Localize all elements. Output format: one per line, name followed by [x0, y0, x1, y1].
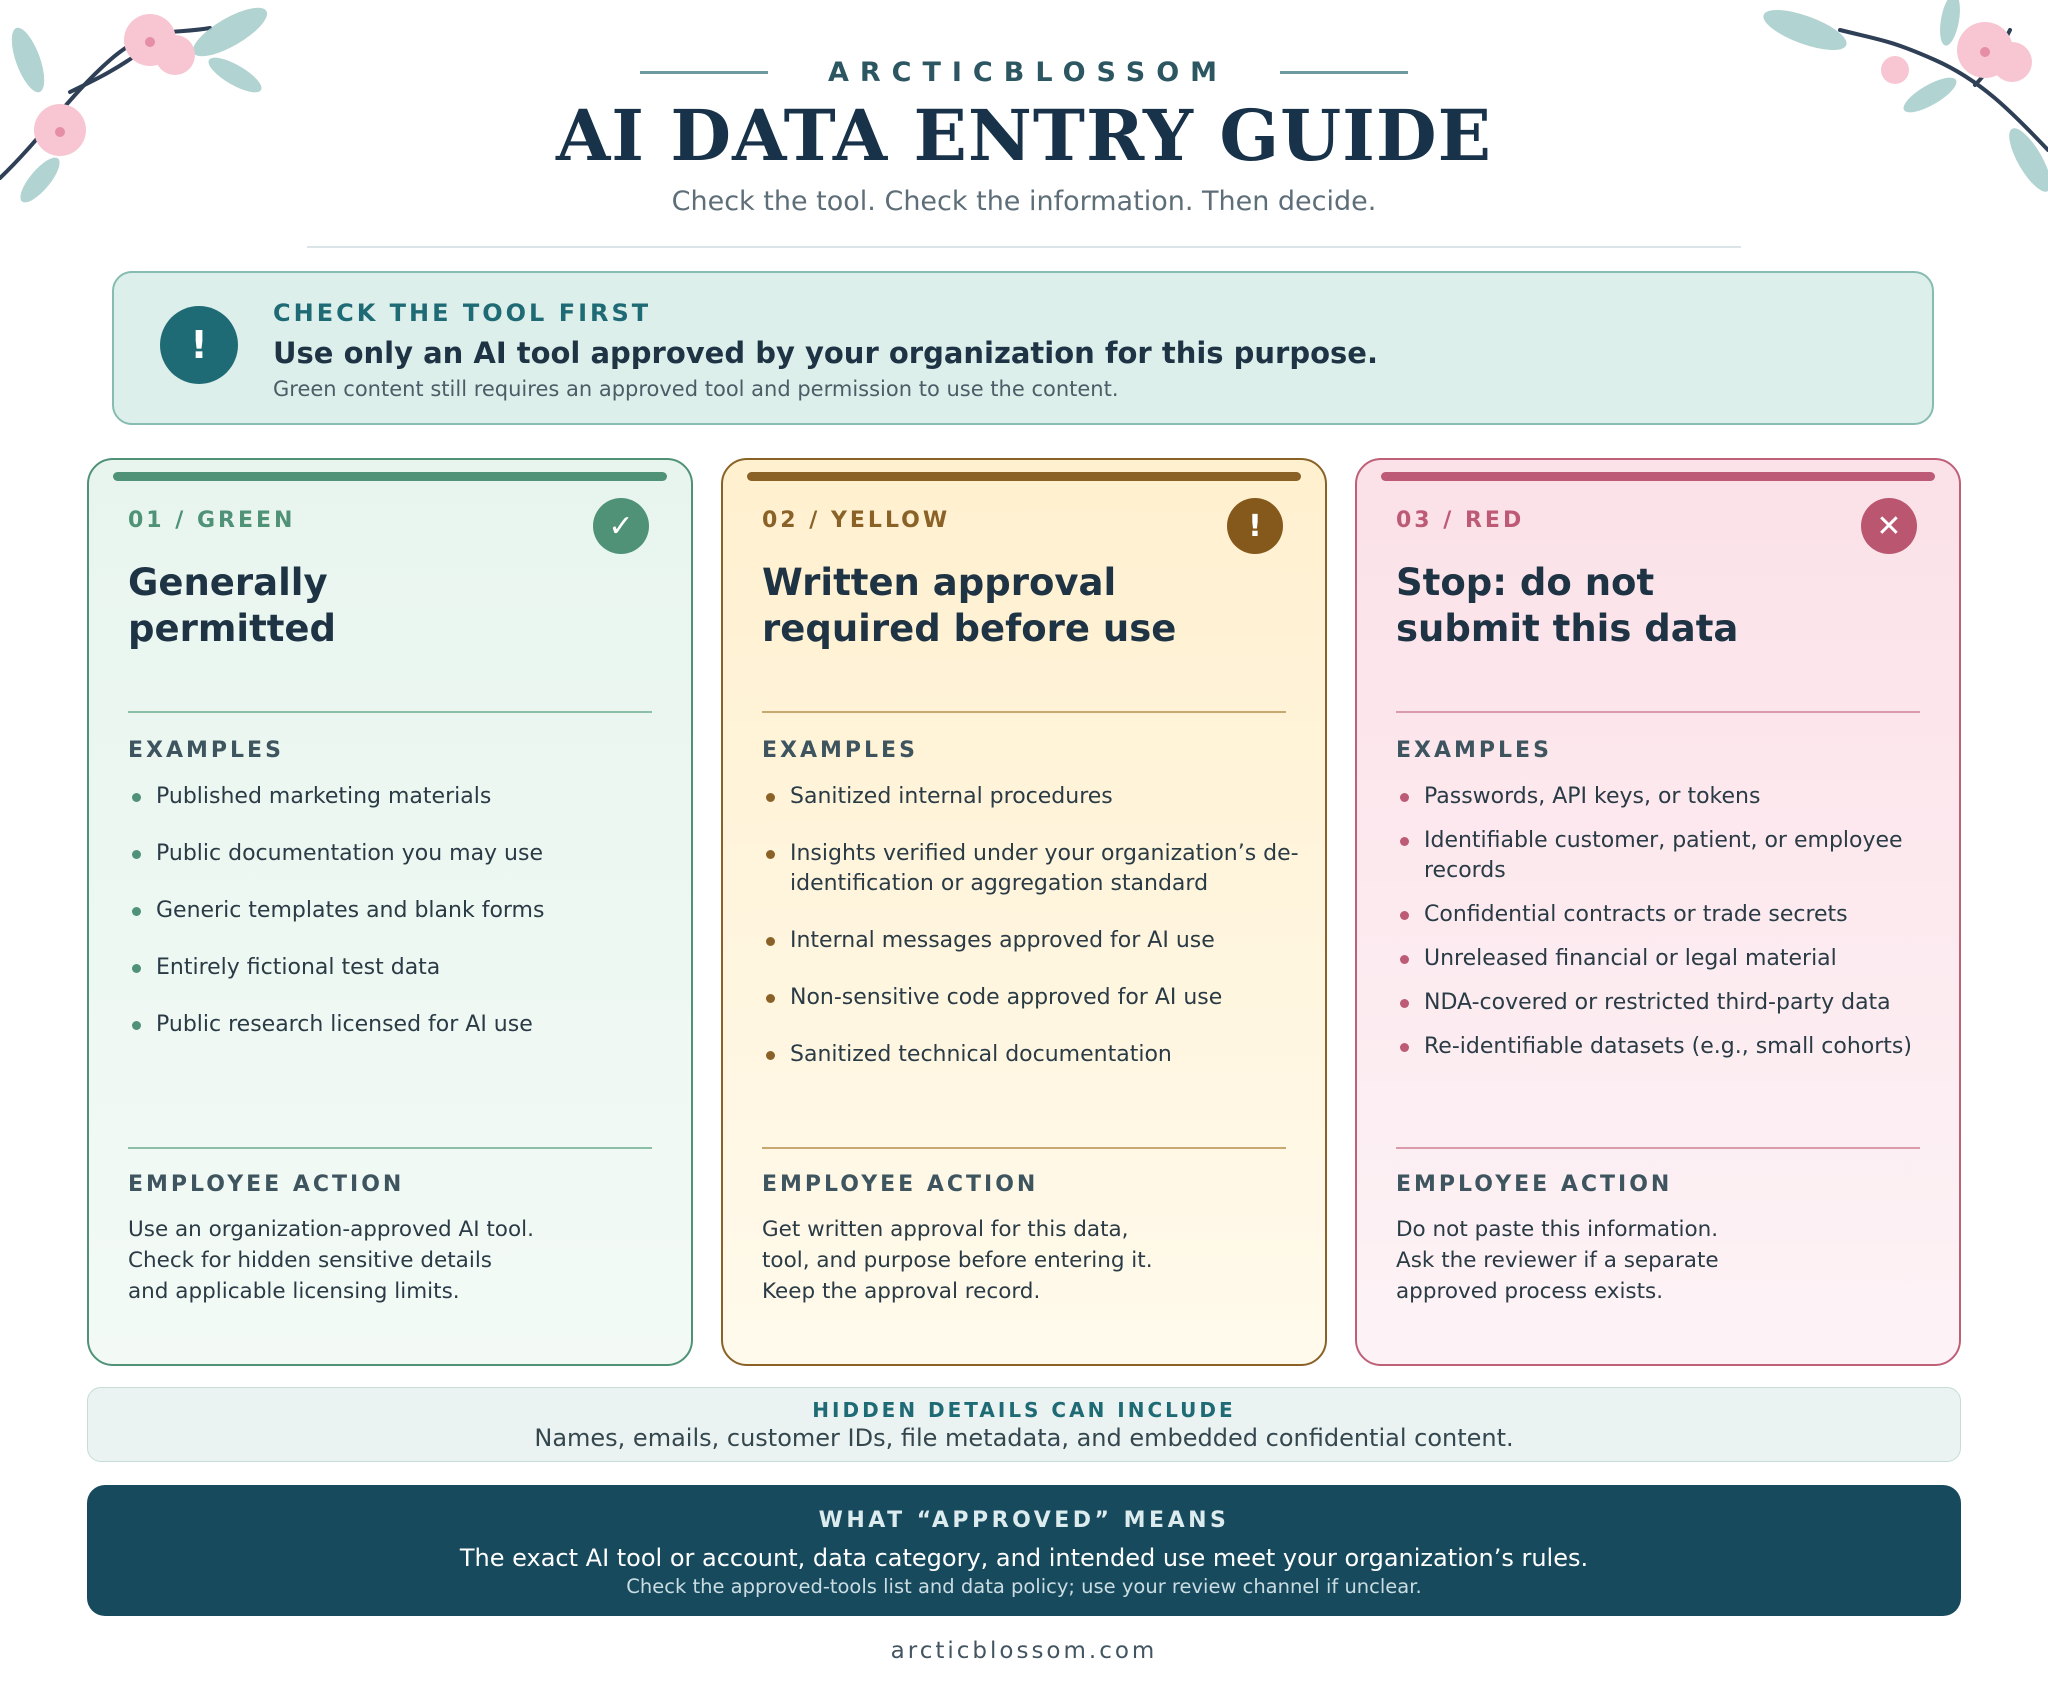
example-item	[1396, 782, 1936, 812]
example-text: Generic templates and blank forms	[156, 898, 545, 923]
tool-check-kicker: CHECK THE TOOL FIRST	[273, 299, 652, 327]
example-text: Public documentation you may use	[156, 841, 543, 866]
example-item	[1396, 826, 1936, 886]
example-item	[762, 983, 1302, 1013]
card-kicker: 02 / YELLOW	[762, 508, 951, 533]
brand-divider-right	[1280, 71, 1408, 74]
bullet-icon	[766, 1051, 775, 1060]
example-text: Insights verified under your organization’s de-identification or aggregation standard	[790, 841, 1299, 896]
bullet-icon	[1400, 999, 1409, 1008]
example-item	[1396, 988, 1936, 1018]
hidden-details-text: Names, emails, customer IDs, file metadata, and embedded confidential content.	[534, 1424, 1514, 1452]
example-text: Confidential contracts or trade secrets	[1424, 902, 1848, 927]
example-text: Unreleased financial or legal material	[1424, 946, 1837, 971]
examples-label: EXAMPLES	[128, 738, 284, 763]
action-label: EMPLOYEE ACTION	[1396, 1172, 1673, 1197]
example-item	[128, 839, 668, 869]
card-title: Written approval required before use	[762, 561, 1177, 650]
action-text: Get written approval for this data, tool, and purpose before entering it. Keep the approval record.	[762, 1217, 1153, 1304]
examples-list	[1396, 782, 1936, 1076]
brand-name: ARCTICBLOSSOM	[827, 56, 1229, 88]
bullet-icon	[1400, 911, 1409, 920]
example-item	[1396, 1032, 1936, 1062]
example-text: Identifiable customer, patient, or employee records	[1424, 828, 1903, 883]
bullet-icon	[766, 994, 775, 1003]
example-item	[762, 1040, 1302, 1070]
card-yellow	[721, 458, 1327, 1366]
brand-divider-left	[640, 71, 768, 74]
action-text: Do not paste this information. Ask the reviewer if a separate approved process exists.	[1396, 1217, 1719, 1304]
header-divider	[307, 246, 1741, 248]
examples-list	[762, 782, 1302, 1097]
example-item	[128, 953, 668, 983]
card-accent-bar	[1381, 472, 1935, 481]
example-text: Non-sensitive code approved for AI use	[790, 985, 1223, 1010]
example-item	[128, 782, 668, 812]
footer-url: arcticblossom.com	[890, 1638, 1158, 1664]
card-kicker: 01 / GREEN	[128, 508, 296, 533]
bullet-icon	[1400, 837, 1409, 846]
tool-check-main: Use only an AI tool approved by your organization for this purpose.	[273, 336, 1378, 370]
bullet-icon	[132, 850, 141, 859]
example-item	[762, 839, 1302, 899]
exclamation-icon: !	[1227, 498, 1283, 554]
action-label: EMPLOYEE ACTION	[762, 1172, 1039, 1197]
examples-label: EXAMPLES	[762, 738, 918, 763]
example-text: Sanitized internal procedures	[790, 784, 1113, 809]
card-red	[1355, 458, 1961, 1366]
tool-check-note: Green content still requires an approved tool and permission to use the content.	[273, 377, 1119, 401]
bullet-icon	[1400, 1043, 1409, 1052]
card-green	[87, 458, 693, 1366]
brand-row	[0, 52, 2048, 92]
examples-list	[128, 782, 668, 1067]
close-icon: ✕	[1861, 498, 1917, 554]
bullet-icon	[132, 1021, 141, 1030]
card-kicker: 03 / RED	[1396, 508, 1525, 533]
card-divider	[128, 1147, 652, 1149]
card-divider	[1396, 1147, 1920, 1149]
example-item	[762, 926, 1302, 956]
checkmark-icon: ✓	[593, 498, 649, 554]
card-accent-bar	[113, 472, 667, 481]
example-item	[1396, 900, 1936, 930]
hidden-details-kicker: HIDDEN DETAILS CAN INCLUDE	[812, 1398, 1236, 1422]
card-divider	[762, 711, 1286, 713]
example-text: Public research licensed for AI use	[156, 1012, 533, 1037]
card-title: Stop: do not submit this data	[1396, 561, 1739, 650]
exclamation-icon: !	[160, 306, 238, 384]
example-item	[128, 896, 668, 926]
approved-main: The exact AI tool or account, data category, and intended use meet your organization’s rules.	[459, 1544, 1589, 1572]
bullet-icon	[766, 793, 775, 802]
bullet-icon	[132, 964, 141, 973]
examples-label: EXAMPLES	[1396, 738, 1552, 763]
card-divider	[762, 1147, 1286, 1149]
action-label: EMPLOYEE ACTION	[128, 1172, 405, 1197]
example-item	[1396, 944, 1936, 974]
bullet-icon	[1400, 955, 1409, 964]
card-divider	[128, 711, 652, 713]
example-item	[762, 782, 1302, 812]
card-title: Generally permitted	[128, 561, 337, 650]
bullet-icon	[132, 793, 141, 802]
example-text: NDA-covered or restricted third-party data	[1424, 990, 1891, 1015]
example-text: Re-identifiable datasets (e.g., small cohorts)	[1424, 1034, 1912, 1059]
approved-note: Check the approved-tools list and data policy; use your review channel if unclear.	[626, 1575, 1422, 1598]
page-subtitle: Check the tool. Check the information. Then decide.	[671, 186, 1377, 217]
example-text: Entirely fictional test data	[156, 955, 441, 980]
example-text: Passwords, API keys, or tokens	[1424, 784, 1761, 809]
bullet-icon	[132, 907, 141, 916]
example-text: Internal messages approved for AI use	[790, 928, 1215, 953]
bullet-icon	[766, 937, 775, 946]
card-accent-bar	[747, 472, 1301, 481]
example-text: Sanitized technical documentation	[790, 1042, 1172, 1067]
action-text: Use an organization-approved AI tool. Check for hidden sensitive details and applicable licensing limits.	[128, 1217, 534, 1304]
page-title: AI DATA ENTRY GUIDE	[556, 94, 1492, 177]
bullet-icon	[1400, 793, 1409, 802]
example-text: Published marketing materials	[156, 784, 492, 809]
example-item	[128, 1010, 668, 1040]
approved-kicker: WHAT “APPROVED” MEANS	[818, 1508, 1230, 1533]
card-divider	[1396, 711, 1920, 713]
bullet-icon	[766, 850, 775, 859]
